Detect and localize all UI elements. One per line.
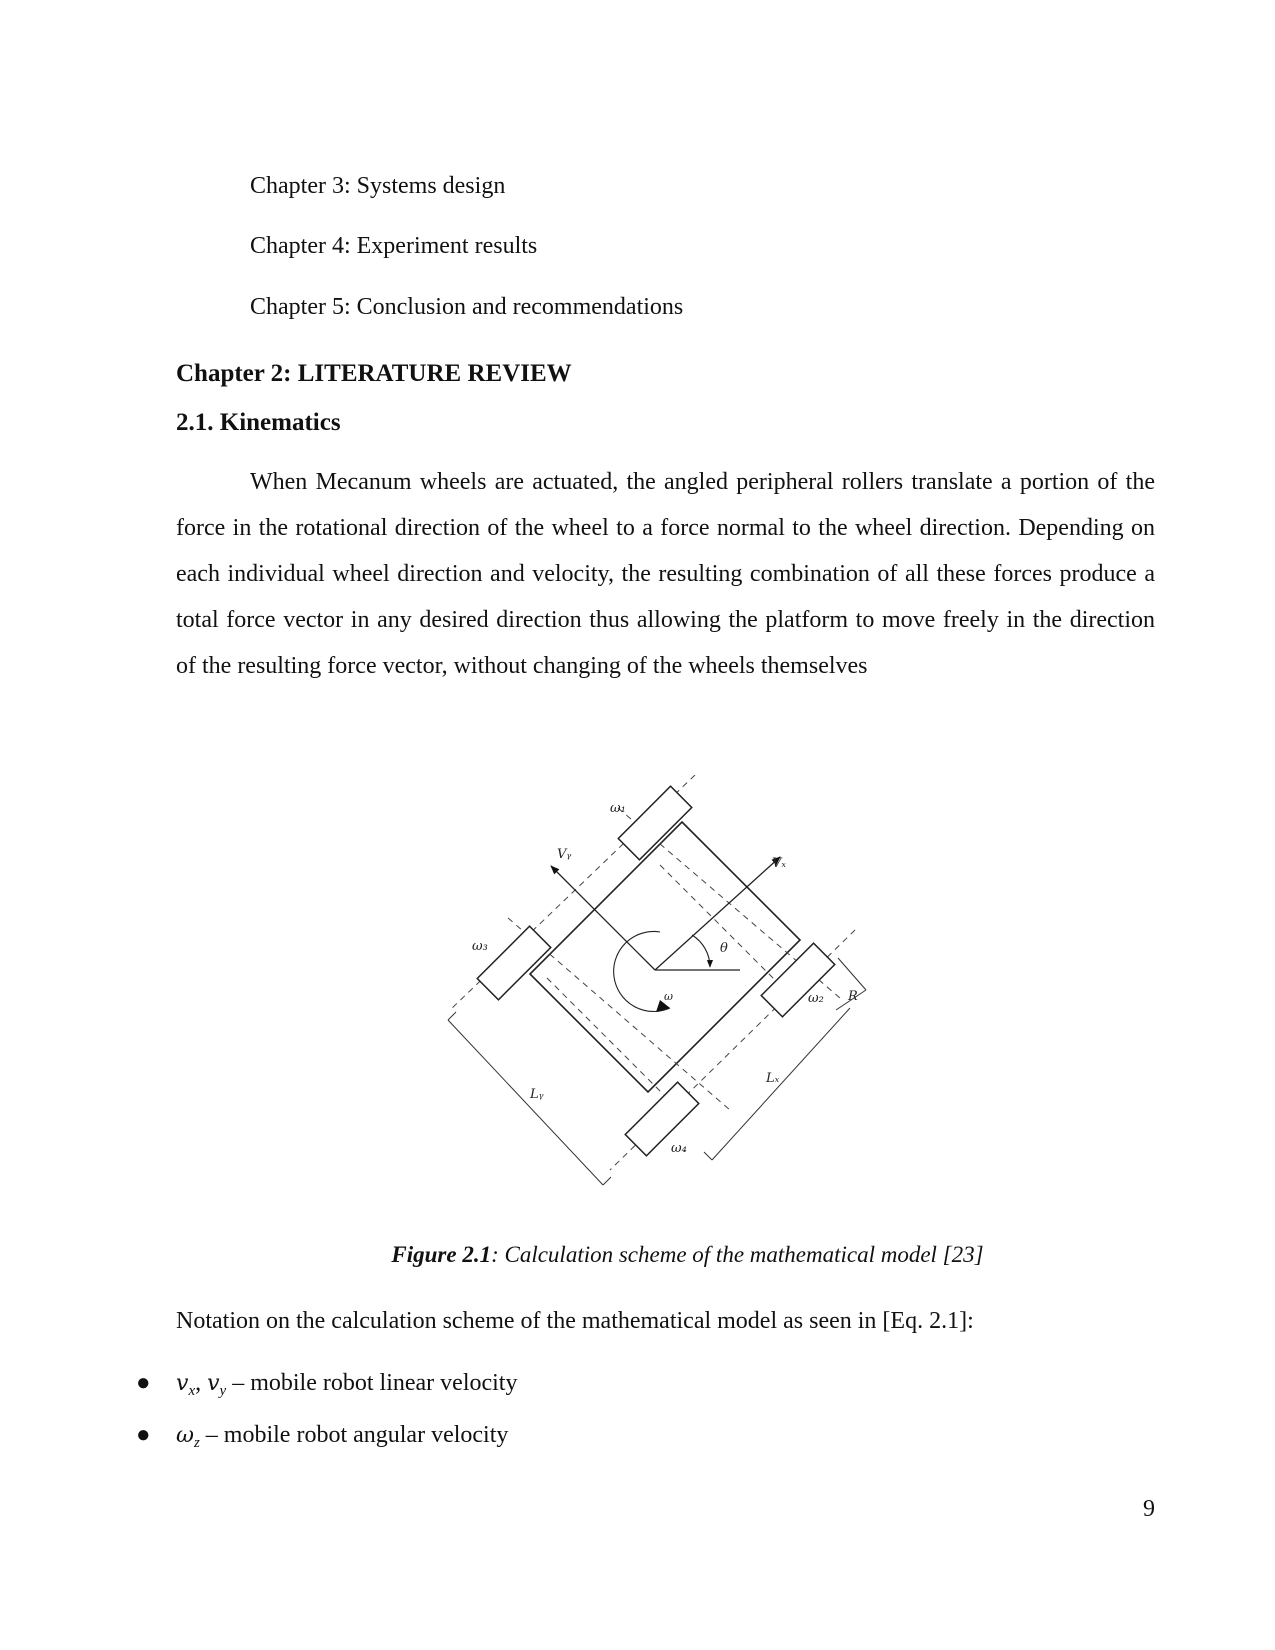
omega3-label: ω₃ [472, 939, 488, 954]
vx-label: Vₓ [772, 856, 787, 871]
r-label: R [848, 989, 858, 1004]
figure-caption-label: Figure 2.1 [391, 1242, 492, 1267]
wheel-4 [625, 1082, 699, 1156]
list-item [136, 1420, 508, 1458]
bullet-text: – mobile robot angular velocity [199, 1422, 509, 1448]
chapter-list-item-4: Chapter 4: Experiment results [250, 233, 538, 259]
chapter-list-item-5: Chapter 5: Conclusion and recommendations [250, 294, 684, 320]
figure-caption-text: : Calculation scheme of the mathematical model [23] [491, 1242, 984, 1267]
section-heading: 2.1. Kinematics [176, 409, 341, 436]
r-dimension [838, 958, 866, 990]
symbol-v: v [176, 1371, 189, 1396]
mecanum-kinematics-figure [440, 775, 910, 1215]
bullet-icon: ● [136, 1370, 151, 1396]
chapter-list-item-3: Chapter 3: Systems design [250, 173, 506, 199]
bullet-icon: ● [136, 1422, 151, 1448]
lx-label: Lₓ [766, 1071, 780, 1086]
omega4-label: ω₄ [671, 1141, 687, 1156]
vy-label: Vᵧ [557, 847, 572, 862]
lx-dimension [712, 1008, 850, 1160]
theta-arc [692, 935, 710, 967]
omega1-label: ω₁ [610, 801, 626, 816]
page-number: 9 [1143, 1496, 1155, 1522]
symbol-separator: , [195, 1370, 208, 1396]
body-paragraph: When Mecanum wheels are actuated, the angled peripheral rollers translate a portion of the force in the rotational direction of the wheel to a force normal to the wheel direction. Depending on each individual wheel direction and velocity, the resulting combination of all these forces produce a total force vector in any desired direction thus allowing the platform to move freely in the direction of the resulting force vector, without changing of the wheels themselves [176, 469, 1155, 679]
symbol-omega: ω [176, 1423, 194, 1448]
omega2-label: ω₂ [808, 991, 824, 1006]
robot-body [530, 822, 800, 1092]
ly-label: Lᵧ [530, 1087, 544, 1102]
figure-caption [0, 1242, 1275, 1268]
bullet-text: – mobile robot linear velocity [226, 1370, 518, 1396]
vx-arrow [655, 857, 780, 970]
ly-dimension [448, 1020, 603, 1185]
theta-label: θ [720, 941, 728, 956]
subscript-y: y [219, 1383, 227, 1399]
list-item [136, 1368, 517, 1406]
wheel-3 [477, 926, 551, 1000]
omega-arc [614, 931, 670, 1011]
vy-arrow [551, 866, 655, 970]
omega-label: ω [664, 990, 673, 1003]
notation-intro: Notation on the calculation scheme of the mathematical model as seen in [Eq. 2.1]: [176, 1308, 974, 1334]
subscript-x: x [188, 1383, 196, 1399]
symbol-v2: v [207, 1371, 220, 1396]
subscript-z: z [193, 1435, 200, 1451]
chapter-heading: Chapter 2: LITERATURE REVIEW [176, 360, 572, 387]
